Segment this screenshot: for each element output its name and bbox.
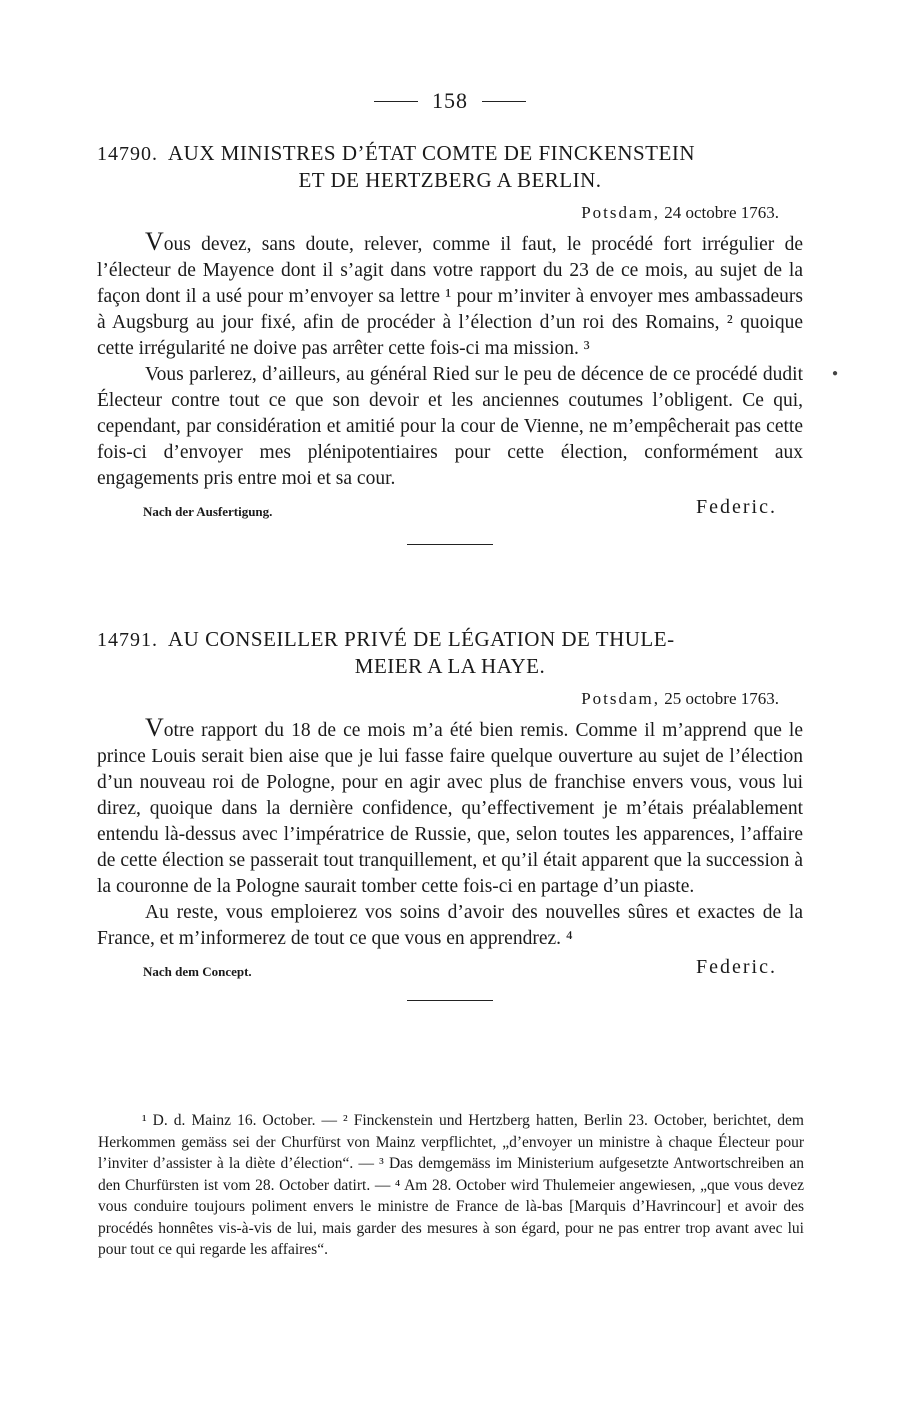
drop-initial: V	[145, 713, 164, 742]
dateline-date: 25 octobre 1763.	[664, 689, 779, 708]
source-note: Nach dem Concept.	[143, 964, 252, 979]
heading-line-1: AU CONSEILLER PRIVÉ DE LÉGATION DE THULE-	[168, 627, 675, 651]
heading-line-2: MEIER A LA HAYE.	[354, 654, 546, 678]
letter-heading	[97, 140, 803, 193]
dateline	[97, 689, 803, 709]
dateline-place: Potsdam,	[581, 203, 661, 222]
signature: Federic.	[696, 956, 777, 978]
letter-body	[97, 715, 803, 952]
section-divider	[407, 1000, 493, 1001]
footnote-text: ¹ D. d. Mainz 16. October. — ² Finckenstein und Hertzberg hatten, Berlin 23. October, berichtet, dem Herkommen gemäss sei der Churfürst von Mainz verpflichtet, „d’envoyer un ministre à chaque Électeur pour l’inviter d’assister à la diète d’élection“. — ³ Das demgemäss im Ministerium aufgesetzte Antwortschreiben an den Churfürsten ist vom 28. October datirt. — ⁴ Am 28. October wird Thulemeier angewiesen, „que vous devez vous conduire toujours poliment envers le ministre de France de là-bas [Marquis d’Havrincour] et avoir des procédés honnêtes vis-à-vis de lui, mais garder des mesures à son égard, pour ne pas entrer trop avant avec lui pour tout ce qui regarde les affaires“.	[98, 1112, 804, 1258]
letter-14791	[97, 626, 803, 1001]
dateline-place: Potsdam,	[581, 689, 661, 708]
letter-number: 14790.	[97, 143, 158, 165]
source-note: Nach der Ausfertigung.	[143, 504, 273, 519]
dateline-date: 24 octobre 1763.	[664, 203, 779, 222]
paragraph-2: Au reste, vous emploierez vos soins d’avoir des nouvelles sûres et exactes de la France, et m’informerez de tout ce que vous en apprendrez. ⁴	[97, 902, 803, 949]
signature: Federic.	[696, 496, 777, 518]
paragraph-1	[97, 715, 803, 900]
letter-number: 14791.	[97, 629, 158, 651]
heading-line-1: AUX MINISTRES D’ÉTAT COMTE DE FINCKENSTEIN	[168, 141, 695, 165]
margin-dot: ●	[832, 368, 839, 379]
section-divider	[407, 544, 493, 545]
paragraph-1-text: ous devez, sans doute, relever, comme il faut, le procédé fort irrégulier de l’électeur de Mayence dont il s’agit dans votre rapport du 23 de ce mois, au sujet de la façon dont il a usé pour m’envoyer sa lettre ¹ pour m’inviter à envoyer mes ambassadeurs à Augsburg au jour fixé, afin de procéder à l’élection d’un roi des Romains, ² quoique cette irrégularité ne doive pas arrêter cette fois-ci ma mission. ³	[97, 234, 803, 359]
header-rule-right	[482, 101, 526, 102]
page-header	[0, 88, 900, 114]
page-number: 158	[432, 88, 468, 113]
letter-14790	[97, 140, 803, 545]
paragraph-1	[97, 229, 803, 362]
paragraph-1-text: otre rapport du 18 de ce mois m’a été bien remis. Comme il m’apprend que le prince Louis serait bien aise que je lui fasse faire quelque ouverture au sujet de l’élection d’un nouveau roi de Pologne, pour en agir avec plus de franchise envers vous, vous lui direz, quoique dans la dernière confidence, qu’effectivement je m’étais préalablement entendu là-dessus avec l’impératrice de Russie, que, selon toutes les apparences, l’affaire de cette élection se passerait tout tranquillement, et qu’il était apparent que la succession à la couronne de la Pologne saurait tomber cette fois-ci en partage d’un piaste.	[97, 720, 803, 897]
signature-row	[97, 496, 803, 524]
drop-initial: V	[145, 227, 164, 256]
footnotes	[98, 1110, 804, 1261]
signature-row	[97, 956, 803, 984]
letter-body	[97, 229, 803, 492]
dateline	[97, 203, 803, 223]
letter-heading	[97, 626, 803, 679]
heading-line-2: ET DE HERTZBERG A BERLIN.	[298, 168, 602, 192]
paragraph-2: Vous parlerez, d’ailleurs, au général Ried sur le peu de décence de ce procédé dudit Électeur contre tout ce que son devoir et les anciennes coutumes l’obligent. Ce qui, cependant, par considération et amitié pour la cour de Vienne, ne m’empêcherait pas cette fois-ci d’envoyer mes plénipotentiaires pour cette élection, conformément aux engagements pris entre moi et sa cour.	[97, 364, 803, 489]
header-rule-left	[374, 101, 418, 102]
